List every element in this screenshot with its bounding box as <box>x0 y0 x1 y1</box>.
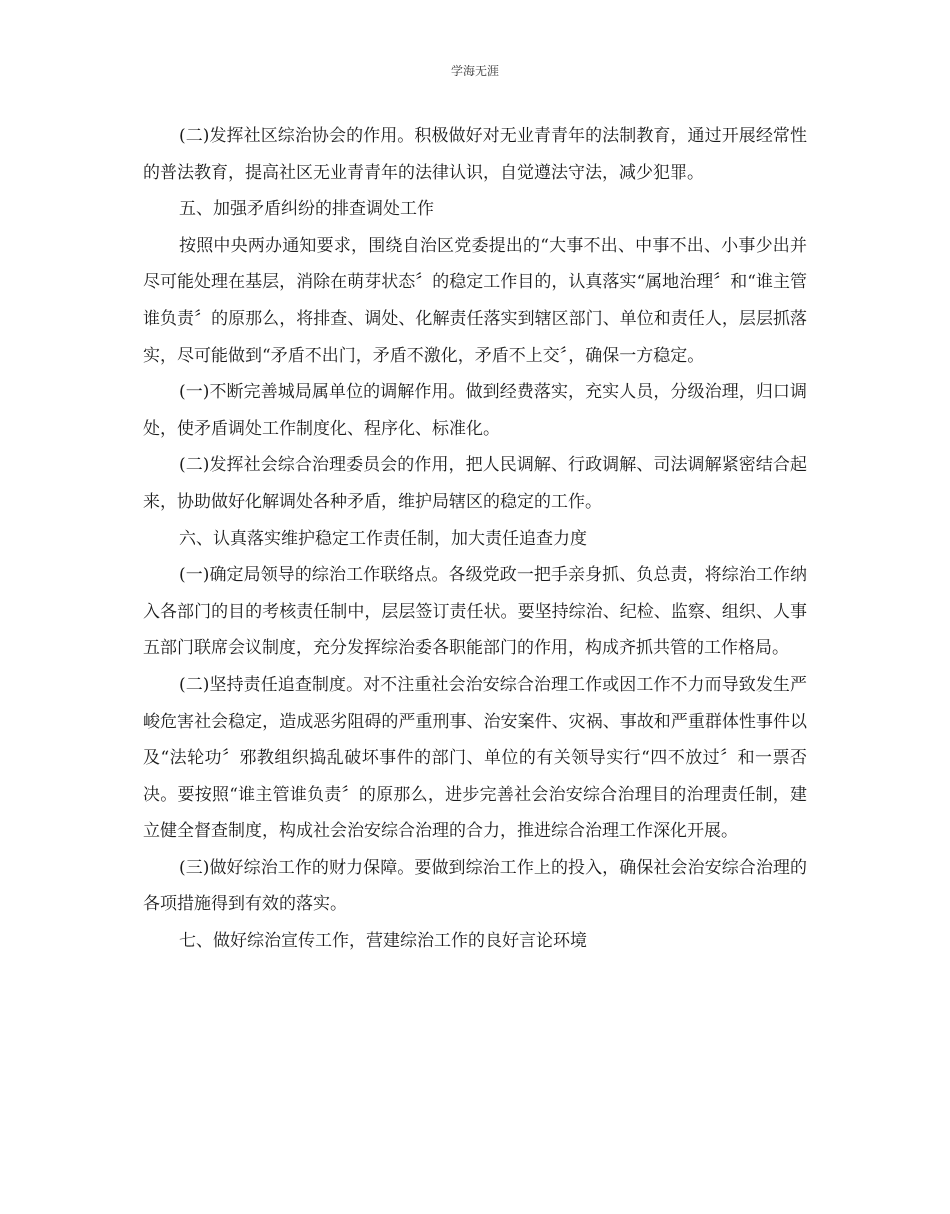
document-body <box>143 118 807 960</box>
paragraph-community-association: (二)发挥社区综治协会的作用。积极做好对无业青青年的法制教育，通过开展经常性的普法教育，提高社区无业青青年的法律认识，自觉遵法守法，减少犯罪。 <box>143 126 807 183</box>
paragraph-governance-committee: (二)发挥社会综合治理委员会的作用，把人民调解、行政调解、司法调解紧密结合起来，协助做好化解调处各种矛盾，维护局辖区的稳定的工作。 <box>143 455 807 512</box>
paragraph-financial-support: (三)做好综治工作的财力保障。要做到综治工作上的投入，确保社会治安综合治理的各项措施得到有效的落实。 <box>143 857 807 915</box>
paragraph-mediation-role: (一)不断完善城局属单位的调解作用。做到经费落实，充实人员，分级治理，归口调处，使矛盾调处工作制度化、程序化、标准化。 <box>143 382 807 439</box>
section-heading-6: 六、认真落实维护稳定工作责任制，加大责任追查力度 <box>179 528 587 549</box>
section-heading-5: 五、加强矛盾纠纷的排查调处工作 <box>179 199 434 220</box>
section-heading-7: 七、做好综治宣传工作，营建综治工作的良好言论环境 <box>179 931 587 952</box>
paragraph-accountability: (二)坚持责任追查制度。对不注重社会治安综合治理工作或因工作不力而导致发生严峻危害社会稳定，造成恶劣阻碍的严重刑事、治安案件、灾祸、事故和严重群体性事件以及“法轮功〞邪教组织捣乱破坏事件的部门、单位的有关领导实行“四不放过〞和一票否决。要按照“谁主管谁负责〞的原那么，进步完善社会治安综合治理目的治理责任制，建立健全督查制度，构成社会治安综合治理的合力，推进综合治理工作深化开展。 <box>143 674 807 842</box>
page-header: 学海无涯 <box>450 64 499 78</box>
paragraph-leadership-liaison: (一)确定局领导的综治工作联络点。各级党政一把手亲身抓、负总责，将综治工作纳入各部门的目的考核责任制中，层层签订责任状。要坚持综治、纪检、监察、组织、人事五部门联席会议制度，充分发挥综治委各职能部门的作用，构成齐抓共管的工作格局。 <box>143 565 807 659</box>
paragraph-dispute-screening: 按照中央两办通知要求，围绕自治区党委提出的“大事不出、中事不出、小事少出并尽可能处理在基层，消除在萌芽状态〞的稳定工作目的，认真落实“属地治理〞和“谁主管谁负责〞的原那么，将排查、调处、化解责任落实到辖区部门、单位和责任人，层层抓落实，尽可能做到“矛盾不出门，矛盾不激化，矛盾不上交〞，确保一方稳定。 <box>143 235 807 366</box>
